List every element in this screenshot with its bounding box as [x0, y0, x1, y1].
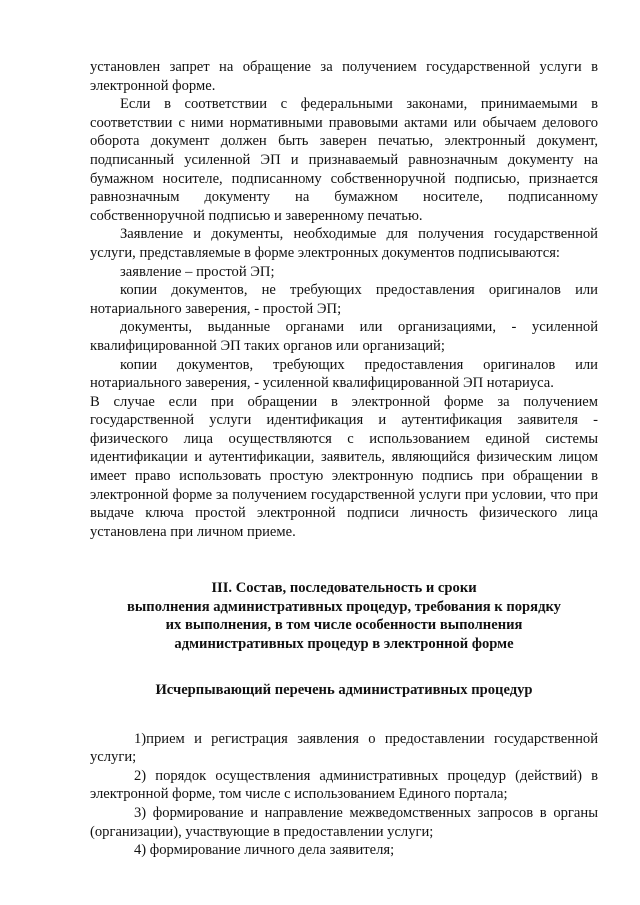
paragraph-identification: В случае если при обращении в электронной форме за получением государственной услуги идентификация и аутентификация заявителя - физического лица осуществляются с использованием единой системы идентификации и аутентификации, заявитель, являющийся физическим лицом имеет право использовать простую электронную подпись при обращении в электронной форме за получением государственной услуги при условии, что при выдаче ключа простой электронной подписи личность физического лица установлена при личном приеме. — [90, 393, 598, 540]
paragraph-application-signature: заявление – простой ЭП; — [120, 263, 275, 280]
paragraph-copies-notary: копии документов, требующих предоставления оригиналов или нотариального заверения, - усиленной квалифицированной ЭП нотариуса. — [90, 356, 598, 392]
section-title-line: III. Состав, последовательность и сроки — [211, 580, 477, 597]
list-item: 3) формирование и направление межведомственных запросов в органы (организации), участвующие в предоставлении услуги; — [90, 805, 598, 840]
subsection-title: Исчерпывающий перечень административных процедур — [155, 682, 533, 699]
paragraph-prohibition: установлен запрет на обращение за получением государственной услуги в электронной форме. — [90, 59, 598, 94]
paragraph-signing-intro: Заявление и документы, необходимые для получения государственной услуги, представляемые в форме электронных документов подписываются: — [90, 226, 598, 261]
section-title-line: административных процедур в электронной форме — [174, 635, 514, 652]
paragraph-issued-documents: документы, выданные органами или организациями, - усиленной квалифицированной ЭП таких органов или организаций; — [90, 319, 598, 354]
section-title-line: выполнения административных процедур, требования к порядку — [127, 598, 561, 615]
paragraph-copies-simple: копии документов, не требующих предоставления оригиналов или нотариального заверения, - простой ЭП; — [90, 282, 598, 317]
procedure-list — [90, 730, 598, 860]
list-item: 1)прием и регистрация заявления о предоставлении государственной услуги; — [90, 730, 598, 766]
section-title — [90, 579, 598, 653]
section-title-line: их выполнения, в том числе особенности выполнения — [165, 617, 523, 634]
document-page — [90, 58, 598, 860]
list-item: 2) порядок осуществления административных процедур (действий) в электронной форме, том числе с использованием Единого портала; — [90, 767, 598, 803]
list-item: 4) формирование личного дела заявителя; — [134, 842, 395, 859]
paragraph-seal-equivalence: Если в соответствии с федеральными законами, принимаемыми в соответствии с ними нормативными правовыми актами или обычаем делового оборота документ должен быть заверен печатью, электронный документ, подписанный усиленной ЭП и признаваемый равнозначным документу на бумажном носителе, подписанному собственноручной подписью, признается равнозначным документу на бумажном носителе, подписанному собственноручной подписью и заверенному печатью. — [90, 96, 598, 224]
